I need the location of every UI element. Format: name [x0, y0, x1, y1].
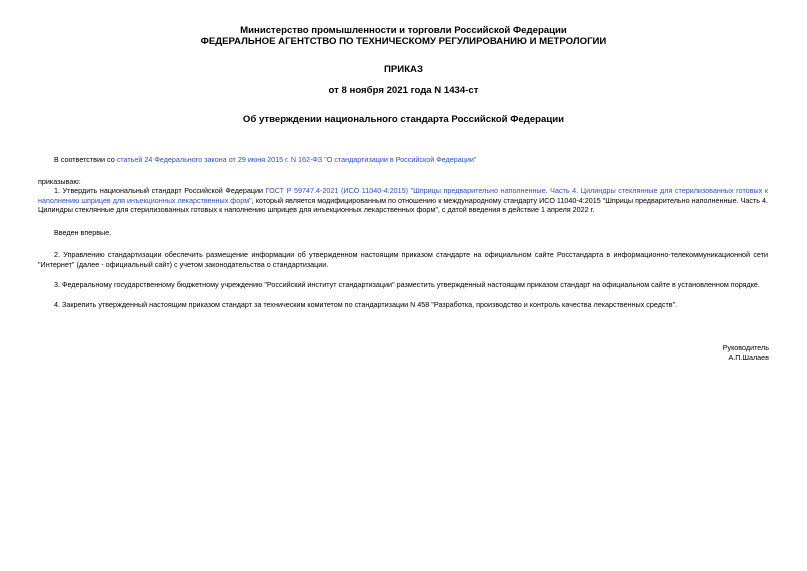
- doc-date-number: от 8 ноября 2021 года N 1434-ст: [328, 85, 479, 96]
- item-1-suffix: , который является модифицированным по отношению к международному стандарту ИСО 11040-4:2015 "Шприцы предварительно наполненные. Часть 4. Цилиндры стеклянные для стерилизованных готовых к наполнению шприцев для инъекционных лекарственных форм", с датой введения в действие 1 апреля 2022 г.: [38, 195, 768, 214]
- item-3: 3. Федеральному государственному бюджетному учреждению "Российский институт стандартизации" разместить утвержденный настоящим приказом стандарт на официальном сайте в установленном порядке.: [54, 280, 760, 289]
- signature-name: А.П.Шалаев: [728, 353, 769, 362]
- order-word: приказываю:: [38, 177, 81, 186]
- item-2: 2. Управлению стандартизации обеспечить размещение информации об утвержденном настоящим приказом стандарте на официальном сайте Росстандарта в информационно-телекоммуникационной сети "Интернет" (далее - официальный сайт) с учетом законодательства о стандартизации.: [38, 250, 768, 269]
- gost-standard-link[interactable]: ГОСТ Р 59747.4-2021 (ИСО 11040-4:2015) "Шприцы предварительно наполненные. Часть 4. Цилиндры стеклянные для стерилизованных готовых к наполнению шприцев для инъекционных лекарственных форм": [38, 186, 768, 205]
- doc-type: ПРИКАЗ: [384, 64, 423, 75]
- item-1-text: 1. Утвердить национальный стандарт Российской Федерации: [54, 186, 266, 195]
- law-article-link[interactable]: статьей 24 Федерального закона от 29 июня 2015 г. N 162-ФЗ "О стандартизации в Российской Федерации": [116, 155, 477, 164]
- ministry-title: Министерство промышленности и торговли Российской Федерации: [240, 25, 567, 36]
- preamble: [54, 155, 476, 165]
- doc-subject: Об утверждении национального стандарта Российской Федерации: [242, 114, 565, 125]
- introduced-note: Введен впервые.: [54, 228, 112, 237]
- item-1: [38, 186, 768, 215]
- agency-title: ФЕДЕРАЛЬНОЕ АГЕНТСТВО ПО ТЕХНИЧЕСКОМУ РЕГУЛИРОВАНИЮ И МЕТРОЛОГИИ: [200, 36, 607, 47]
- preamble-text: В соответствии со: [54, 155, 117, 164]
- signature-title: Руководитель: [722, 343, 769, 352]
- item-4: 4. Закрепить утвержденный настоящим приказом стандарт за техническим комитетом по стандартизации N 458 "Разработка, производство и контроль качества лекарственных средств".: [54, 300, 678, 309]
